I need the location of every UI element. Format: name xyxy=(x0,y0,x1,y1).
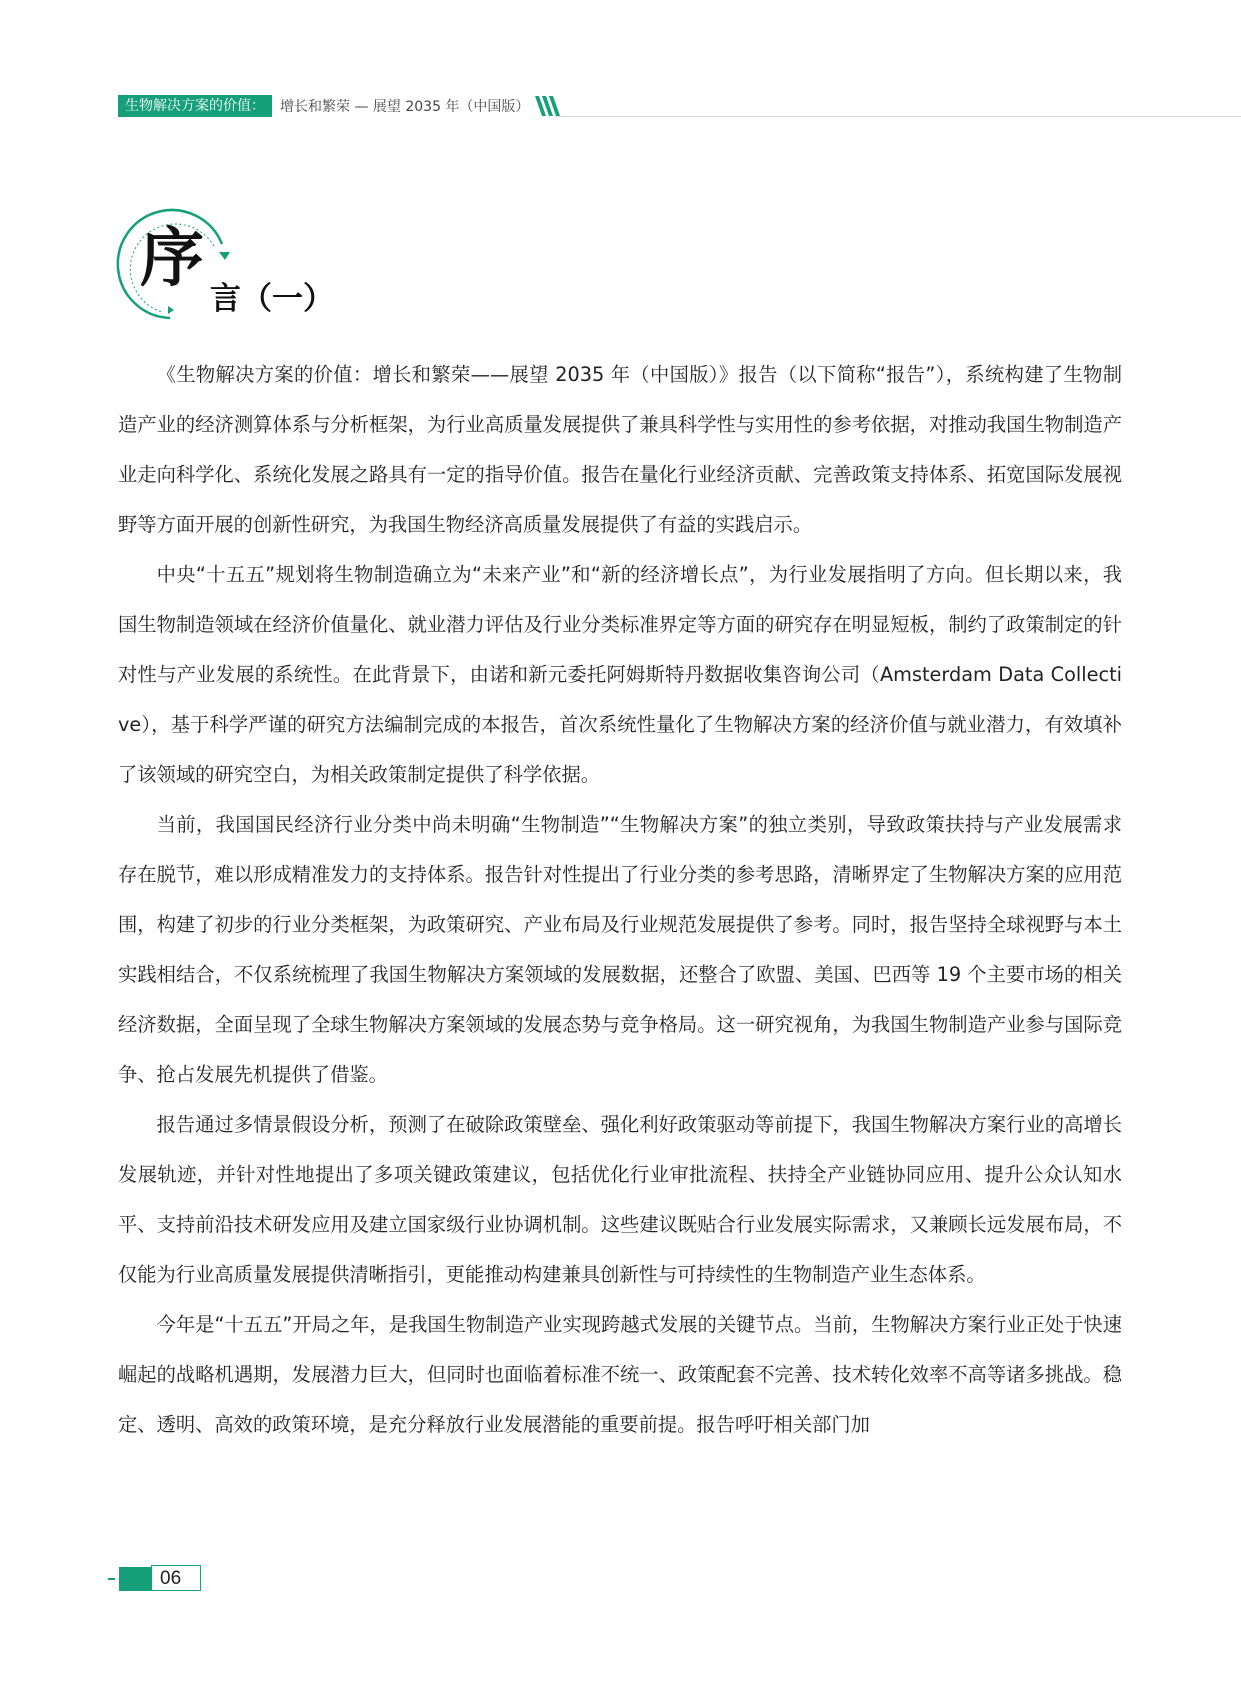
paragraph: 中央“十五五”规划将生物制造确立为“未来产业”和“新的经济增长点”，为行业发展指明了方向。但长期以来，我国生物制造领域在经济价值量化、就业潜力评估及行业分类标准界定等方面的研究存在明显短板，制约了政策制定的针对性与产业发展的系统性。在此背景下，由诺和新元委托阿姆斯特丹数据收集咨询公司（Amsterdam Data Collective），基于科学严谨的研究方法编制完成的本报告，首次系统性量化了生物解决方案的经济价值与就业潜力，有效填补了该领域的研究空白，为相关政策制定提供了科学依据。 xyxy=(118,563,1122,786)
paragraph: 报告通过多情景假设分析，预测了在破除政策壁垒、强化利好政策驱动等前提下，我国生物解决方案行业的高增长发展轨迹，并针对性地提出了多项关键政策建议，包括优化行业审批流程、扶持全产业链协同应用、提升公众认知水平、支持前沿技术研发应用及建立国家级行业协调机制。这些建议既贴合行业发展实际需求，又兼顾长远发展布局，不仅能为行业高质量发展提供清晰指引，更能推动构建兼具创新性与可持续性的生物制造产业生态体系。 xyxy=(118,1113,1122,1286)
slash-decoration-icon xyxy=(535,96,561,116)
header-tag: 生物解决方案的价值： xyxy=(118,95,272,117)
header-subtitle: 增长和繁荣 — 展望 2035 年（中国版） xyxy=(280,99,530,115)
paragraph: 今年是“十五五”开局之年，是我国生物制造产业实现跨越式发展的关键节点。当前，生物解决方案行业正处于快速崛起的战略机遇期，发展潜力巨大，但同时也面临着标准不统一、政策配套不完善、技术转化效率不高等诸多挑战。稳定、透明、高效的政策环境，是充分释放行业发展潜能的重要前提。报告呼吁相关部门加 xyxy=(118,1313,1122,1436)
paragraph: 当前，我国国民经济行业分类中尚未明确“生物制造”“生物解决方案”的独立类别，导致政策扶持与产业发展需求存在脱节，难以形成精准发力的支持体系。报告针对性提出了行业分类的参考思路，清晰界定了生物解决方案的应用范围，构建了初步的行业分类框架，为政策研究、产业布局及行业规范发展提供了参考。同时，报告坚持全球视野与本土实践相结合，不仅系统梳理了我国生物解决方案领域的发展数据，还整合了欧盟、美国、巴西等 19 个主要市场的相关经济数据，全面呈现了全球生物解决方案领域的发展态势与竞争格局。这一研究视角，为我国生物制造产业参与国际竞争、抢占发展先机提供了借鉴。 xyxy=(118,813,1122,1086)
running-header xyxy=(118,95,561,117)
section-title-sub: 言（一） xyxy=(210,281,334,317)
page-number: 06 xyxy=(160,1568,182,1589)
paragraph: 《生物解决方案的价值：增长和繁荣——展望 2035 年（中国版）》报告（以下简称“报告”），系统构建了生物制造产业的经济测算体系与分析框架，为行业高质量发展提供了兼具科学性与实用性的参考依据，对推动我国生物制造产业走向科学化、系统化发展之路具有一定的指导价值。报告在量化行业经济贡献、完善政策支持体系、拓宽国际发展视野等方面开展的创新性研究，为我国生物经济高质量发展提供了有益的实践启示。 xyxy=(118,363,1122,536)
footer-dash xyxy=(108,1578,115,1580)
body-text xyxy=(118,350,1122,1450)
section-title-main: 序 xyxy=(140,222,204,296)
header-rule xyxy=(555,116,1241,117)
